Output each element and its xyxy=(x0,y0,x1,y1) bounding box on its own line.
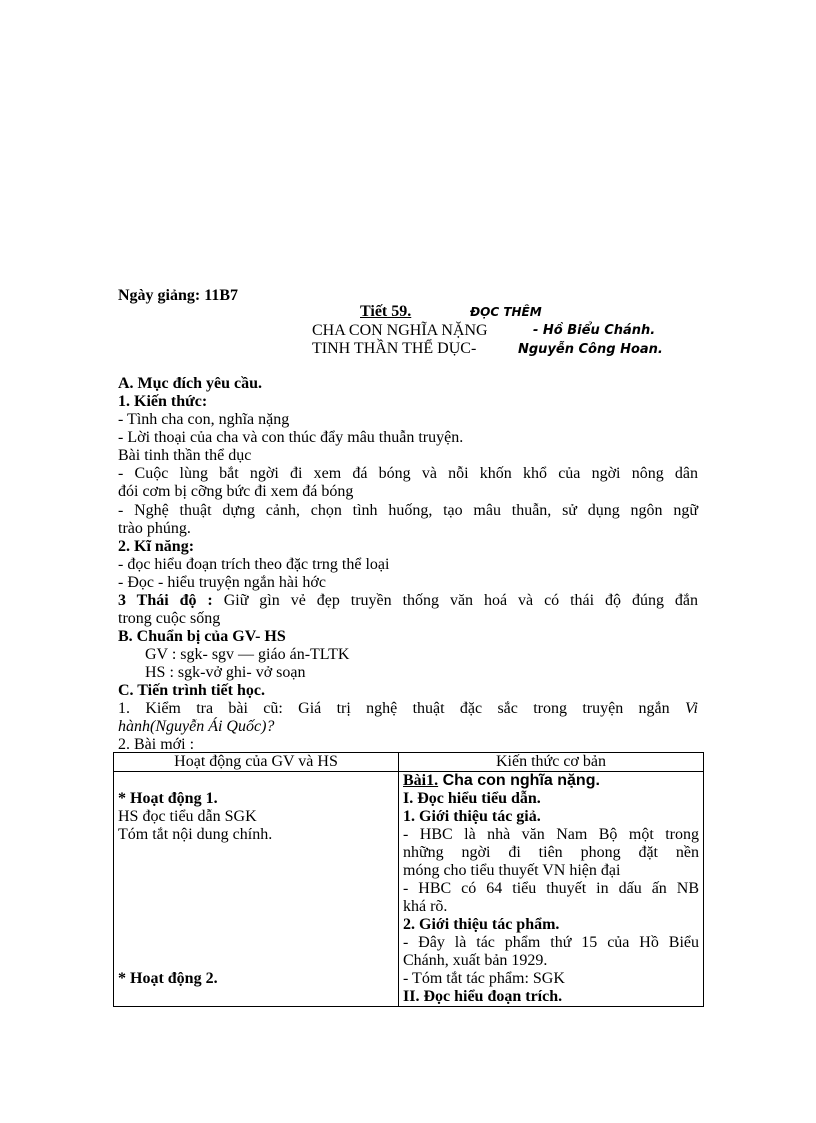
author-info: những ngời đi tiên phong đặt nền xyxy=(403,844,699,861)
header-activities: Hoạt động của GV và HS xyxy=(114,753,399,772)
lesson-title xyxy=(403,772,699,790)
activity-1-item: HS đọc tiểu dẫn SGK xyxy=(118,808,257,825)
attitude-text-cont: trong cuộc sống xyxy=(118,610,221,627)
table-header-row xyxy=(114,753,704,772)
section-b-heading: B. Chuẩn bị của GV- HS xyxy=(118,628,286,645)
lesson-table xyxy=(113,752,704,1007)
work-info: - Tóm tắt tác phẩm: SGK xyxy=(403,970,565,987)
review-question-text: 1. Kiểm tra bài cũ: Giá trị nghệ thuật đặc sắc trong truyện ngắn xyxy=(118,700,670,717)
skills-item: - Đọc - hiểu truyện ngắn hài hớc xyxy=(118,574,326,591)
review-question-italic: Vi xyxy=(669,700,699,717)
activity-1-item: Tóm tắt nội dung chính. xyxy=(118,826,273,843)
work-info: Chánh, xuất bản 1929. xyxy=(403,952,548,969)
attitude-text: Giữ gìn vẻ đẹp truyền thống văn hoá và có thái độ đúng đắn xyxy=(212,592,699,609)
author-info: móng cho tiểu thuyết VN hiện đại xyxy=(403,862,621,879)
knowledge-heading: 1. Kiến thức: xyxy=(118,393,208,410)
author-1: - Hồ Biểu Chánh. xyxy=(533,323,656,338)
table-row xyxy=(114,772,704,1007)
work-info: - Đây là tác phẩm thứ 15 của Hồ Biểu xyxy=(403,934,699,951)
part-2-heading: II. Đọc hiểu đoạn trích. xyxy=(403,988,563,1005)
section-a-heading: A. Mục đích yêu cầu. xyxy=(118,375,262,392)
knowledge-item: - Tình cha con, nghĩa nặng xyxy=(118,411,290,428)
subsection-heading: 2. Giới thiệu tác phẩm. xyxy=(403,916,560,933)
student-prep: HS : sgk-vở ghi- vở soạn xyxy=(145,664,306,681)
title-1: CHA CON NGHĨA NẶNG xyxy=(312,322,488,339)
skills-heading: 2. Kĩ năng: xyxy=(118,538,195,555)
attitude-label: 3 Thái độ : xyxy=(118,592,213,609)
date-line: Ngày giảng: 11B7 xyxy=(118,287,239,304)
author-info: - HBC có 64 tiểu thuyết in dấu ấn NB xyxy=(403,880,699,897)
knowledge-item: - Lời thoại của cha và con thúc đẩy mâu thuẫn truyện. xyxy=(118,429,464,446)
subsection-heading: 1. Giới thiệu tác giả. xyxy=(403,808,541,825)
lesson-name: Cha con nghĩa nặng. xyxy=(438,772,600,789)
doc-them-label: ĐỌC THÊM xyxy=(470,305,542,319)
review-question-cont: hành(Nguyễn Ái Quốc)? xyxy=(118,718,275,735)
header-knowledge: Kiến thức cơ bản xyxy=(399,753,704,772)
attitude-line xyxy=(118,592,698,610)
author-info: khá rõ. xyxy=(403,898,448,915)
lesson-number: Tiết 59. xyxy=(360,303,412,320)
title-2: TINH THẦN THỂ DỤC- xyxy=(312,340,477,357)
part-1-heading: I. Đọc hiểu tiểu dẫn. xyxy=(403,790,541,807)
new-lesson-label: 2. Bài mới : xyxy=(118,736,195,753)
section-c-heading: C. Tiến trình tiết học. xyxy=(118,682,265,699)
author-2: Nguyễn Công Hoan. xyxy=(518,342,663,357)
knowledge-item-cont: đói cơm bị cỡng bức đi xem đá bóng xyxy=(118,483,354,500)
knowledge-item: - Nghệ thuật dựng cảnh, chọn tình huống, tạo mâu thuẫn, sử dụng ngôn ngữ xyxy=(118,502,698,519)
lesson-prefix: Bài1. xyxy=(403,772,439,789)
skills-item: - đọc hiểu đoạn trích theo đặc trng thể loại xyxy=(118,556,390,573)
knowledge-cell xyxy=(399,772,704,1007)
author-info: - HBC là nhà văn Nam Bộ một trong xyxy=(403,826,699,843)
activity-1-heading: * Hoạt động 1. xyxy=(118,790,218,807)
teacher-prep: GV : sgk- sgv — giáo án-TLTK xyxy=(145,646,350,663)
knowledge-item: Bài tinh thần thể dục xyxy=(118,447,252,464)
activity-2-heading: * Hoạt động 2. xyxy=(118,970,218,987)
knowledge-item-cont: trào phúng. xyxy=(118,520,191,537)
activities-cell xyxy=(114,772,399,1007)
review-question xyxy=(118,700,698,718)
knowledge-item: - Cuộc lùng bắt ngời đi xem đá bóng và nỗi khốn khổ của ngời nông dân xyxy=(118,465,698,482)
